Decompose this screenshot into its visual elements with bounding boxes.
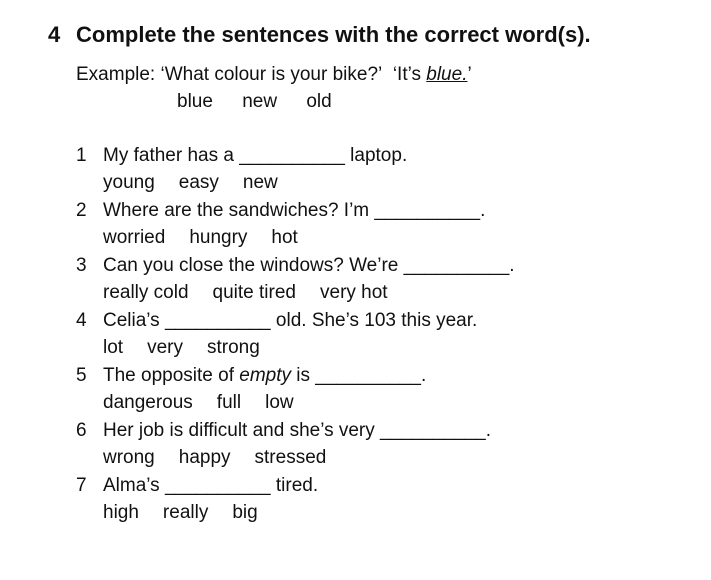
example-options <box>177 91 356 113</box>
word-option: quite tired <box>212 282 296 303</box>
word-option: full <box>216 392 242 413</box>
item-sentence <box>103 365 426 387</box>
item-options <box>103 337 284 359</box>
item-number: 4 <box>76 310 87 331</box>
exercise-number: 4 <box>48 22 61 47</box>
sentence-text: Where are the sandwiches? I’m __________. <box>103 200 486 221</box>
word-option: wrong <box>103 447 155 468</box>
example-option: old <box>306 91 332 112</box>
word-option: strong <box>206 337 260 358</box>
exercise-title: Complete the sentences with the correct word(s). <box>76 22 591 47</box>
word-option: easy <box>178 172 219 193</box>
item-number: 5 <box>76 365 87 386</box>
item-number: 2 <box>76 200 87 221</box>
item-sentence <box>103 255 515 277</box>
item-sentence <box>103 145 407 167</box>
sentence-text: My father has a __________ laptop. <box>103 145 408 166</box>
item-number: 1 <box>76 145 87 166</box>
item-number: 3 <box>76 255 87 276</box>
word-option: lot <box>103 337 124 358</box>
word-option: dangerous <box>103 392 193 413</box>
sentence-text: The opposite of <box>103 365 240 386</box>
example-answer-prefix: ‘It’s <box>392 64 427 85</box>
word-option: big <box>232 502 258 523</box>
word-option: high <box>103 502 139 523</box>
sentence-text: Can you close the windows? We’re __________. <box>103 255 515 276</box>
example-answer-suffix: ’ <box>467 64 472 85</box>
item-options <box>103 282 412 304</box>
word-option: young <box>103 172 155 193</box>
sentence-text: Her job is difficult and she’s very __________. <box>103 420 491 441</box>
item-number: 6 <box>76 420 87 441</box>
exercise-heading <box>48 22 591 48</box>
item-options <box>103 172 302 194</box>
example-answer: blue. <box>426 64 468 85</box>
item-options <box>103 392 318 414</box>
sentence-text: Celia’s __________ old. She’s 103 this year. <box>103 310 478 331</box>
item-options <box>103 447 350 469</box>
word-option: very <box>147 337 183 358</box>
emphasized-word: empty <box>239 365 292 386</box>
word-option: worried <box>103 227 166 248</box>
example-question: ‘What colour is your bike?’ <box>160 64 382 85</box>
sentence-text: is __________. <box>291 365 427 386</box>
example-option: blue <box>177 91 213 112</box>
word-option: really <box>162 502 209 523</box>
example-line <box>76 64 472 86</box>
word-option: really cold <box>103 282 189 303</box>
item-sentence <box>103 420 491 442</box>
word-option: happy <box>178 447 231 468</box>
item-sentence <box>103 200 485 222</box>
sentence-text: Alma’s __________ tired. <box>103 475 319 496</box>
word-option: very hot <box>320 282 388 303</box>
example-label: Example: <box>76 64 156 85</box>
item-number: 7 <box>76 475 87 496</box>
word-option: hot <box>271 227 298 248</box>
item-sentence <box>103 310 477 332</box>
item-options <box>103 227 322 249</box>
example-option: new <box>242 91 278 112</box>
word-option: new <box>242 172 278 193</box>
word-option: stressed <box>254 447 327 468</box>
item-options <box>103 502 282 524</box>
item-sentence <box>103 475 318 497</box>
word-option: hungry <box>189 227 248 248</box>
word-option: low <box>265 392 294 413</box>
